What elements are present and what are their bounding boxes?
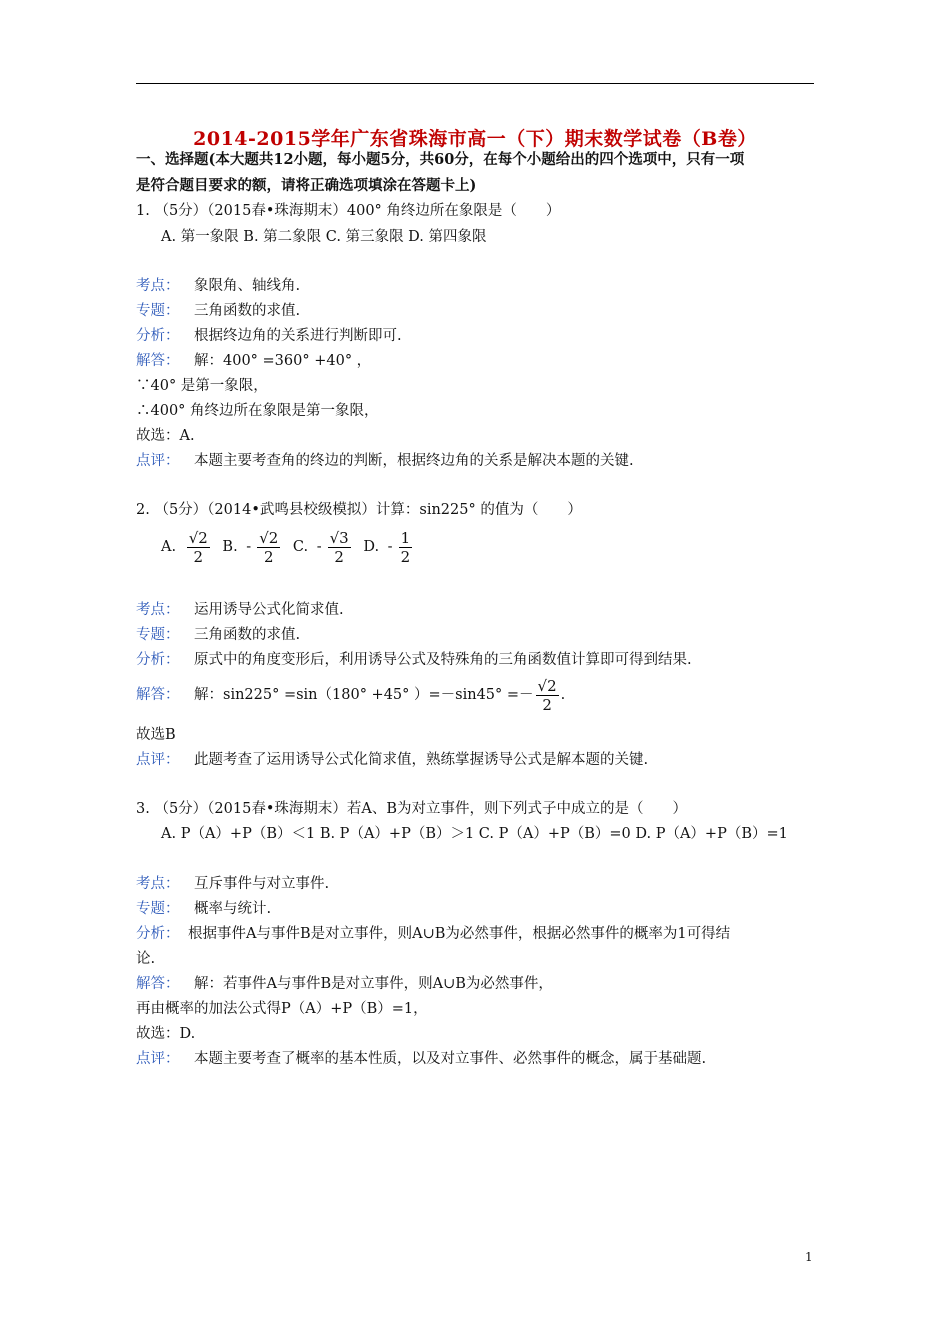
q3-fenxi: 根据事件A与事件B是对立事件，则A∪B为必然事件，根据必然事件的概率为1可得结 — [188, 926, 731, 942]
q1-zhuanti: 三角函数的求值. — [194, 303, 301, 319]
fraction-denominator: 2 — [263, 547, 274, 566]
fraction-denominator: 2 — [334, 547, 344, 566]
q3-zhuanti: 概率与统计. — [194, 901, 272, 917]
q2-option-d-fraction — [399, 529, 417, 566]
q2-jieda-fraction — [536, 677, 559, 714]
q2-jieda-row — [136, 672, 565, 718]
fraction-numerator: 1 — [400, 528, 411, 547]
section-heading-line1: 一、选择题(本大题共12小题，每小题5分，共60分，在每个小题给出的四个选项中，只有一项 — [136, 151, 745, 168]
q1-fenxi-row — [136, 326, 402, 346]
fraction-denominator: 2 — [542, 695, 552, 714]
fraction-denominator: 2 — [400, 547, 411, 566]
q2-stem: 2. （5分）（2014•武鸣县校级模拟）计算：sin225° 的值为（ ） — [136, 502, 582, 518]
kaodian-label: 考点： — [136, 602, 180, 618]
q3-jieda-row — [136, 974, 553, 994]
minus-sign: - — [387, 539, 393, 555]
q2-option-c-fraction — [328, 529, 355, 566]
q2-option-a-label: A. — [161, 539, 177, 555]
q1-stem: 1. （5分）（2015春•珠海期末）400° 角终边所在象限是（ ） — [136, 203, 561, 219]
q1-zhuanti-row — [136, 301, 300, 321]
q3-kaodian: 互斥事件与对立事件. — [194, 876, 330, 892]
q3-fenxi-cont: 论. — [136, 951, 156, 967]
q1-solution-line3: ∴400° 角终边所在象限是第一象限， — [136, 403, 379, 419]
dianping-label: 点评： — [136, 1051, 180, 1067]
fenxi-label: 分析： — [136, 652, 180, 668]
q2-options — [161, 524, 420, 570]
fraction-denominator: 2 — [193, 547, 204, 566]
zhuanti-label: 专题： — [136, 627, 180, 643]
kaodian-label: 考点： — [136, 876, 180, 892]
q2-dianping: 此题考查了运用诱导公式化简求值，熟练掌握诱导公式是解本题的关键. — [194, 752, 649, 768]
jieda-label: 解答： — [136, 976, 180, 992]
q2-option-d-label: D. — [363, 539, 380, 555]
q1-fenxi: 根据终边角的关系进行判断即可. — [194, 328, 402, 344]
q1-jieda: 解：400° =360° +40° ， — [194, 353, 372, 369]
dianping-label: 点评： — [136, 453, 180, 469]
q2-kaodian: 运用诱导公式化简求值. — [194, 602, 344, 618]
q2-option-b-label: B. — [222, 539, 238, 555]
q1-jieda-row — [136, 351, 371, 371]
q3-fenxi-row — [136, 924, 730, 944]
q3-dianping: 本题主要考查了概率的基本性质，以及对立事件、必然事件的概念，属于基础题. — [194, 1051, 707, 1067]
q1-kaodian-row — [136, 276, 300, 296]
q1-options: A. 第一象限 B. 第二象限 C. 第三象限 D. 第四象限 — [161, 229, 487, 245]
q3-kaodian-row — [136, 874, 329, 894]
q2-dianping-row — [136, 750, 648, 770]
page-number: 1 — [805, 1250, 813, 1264]
jieda-label: 解答： — [136, 687, 180, 703]
q1-dianping-row — [136, 451, 634, 471]
q2-jieda: 解：sin225° =sin（180° +45° ）=－sin45° =－ — [194, 687, 534, 703]
q2-jieda-end: . — [560, 687, 566, 703]
minus-sign: - — [246, 539, 252, 555]
q2-option-b-fraction — [257, 529, 284, 566]
q2-solution-line2: 故选B — [136, 727, 176, 743]
q2-option-a-fraction — [187, 529, 214, 566]
q1-kaodian: 象限角、轴线角. — [194, 278, 301, 294]
q1-solution-line4: 故选：A. — [136, 428, 195, 444]
q3-zhuanti-row — [136, 899, 271, 919]
zhuanti-label: 专题： — [136, 303, 180, 319]
q3-solution-line3: 故选：D. — [136, 1026, 196, 1042]
fraction-numerator: √2 — [537, 676, 557, 695]
header-rule — [136, 83, 814, 84]
q2-zhuanti: 三角函数的求值. — [194, 627, 301, 643]
page-title: 2014-2015学年广东省珠海市高一（下）期末数学试卷（B卷） — [193, 128, 757, 150]
q1-solution-line2: ∵40° 是第一象限， — [136, 378, 268, 394]
q2-zhuanti-row — [136, 625, 300, 645]
q1-dianping: 本题主要考查角的终边的判断，根据终边角的关系是解决本题的关键. — [194, 453, 634, 469]
zhuanti-label: 专题： — [136, 901, 180, 917]
minus-sign: - — [316, 539, 322, 555]
q3-solution-line2: 再由概率的加法公式得P（A）+P（B）=1， — [136, 1001, 428, 1017]
fraction-numerator: √2 — [259, 528, 279, 547]
fenxi-label: 分析： — [136, 328, 180, 344]
q2-option-c-label: C. — [292, 539, 309, 555]
q2-fenxi-row — [136, 650, 692, 670]
q2-kaodian-row — [136, 600, 344, 620]
kaodian-label: 考点： — [136, 278, 180, 294]
fraction-numerator: √2 — [188, 528, 208, 547]
fraction-numerator: √3 — [329, 528, 349, 547]
section-heading-line2: 是符合题目要求的额，请将正确选项填涂在答题卡上) — [136, 177, 477, 194]
dianping-label: 点评： — [136, 752, 180, 768]
q2-fenxi: 原式中的角度变形后，利用诱导公式及特殊角的三角函数值计算即可得到结果. — [194, 652, 692, 668]
jieda-label: 解答： — [136, 353, 180, 369]
fenxi-label: 分析： — [136, 926, 180, 942]
q3-options: A. P（A）+P（B）＜1 B. P（A）+P（B）＞1 C. P（A）+P（B）=0 D. P（A）+P（B）=1 — [161, 826, 788, 842]
q3-stem: 3. （5分）（2015春•珠海期末）若A、B为对立事件，则下列式子中成立的是（ ） — [136, 801, 687, 817]
q3-jieda: 解：若事件A与事件B是对立事件，则A∪B为必然事件， — [194, 976, 553, 992]
q3-dianping-row — [136, 1049, 706, 1069]
